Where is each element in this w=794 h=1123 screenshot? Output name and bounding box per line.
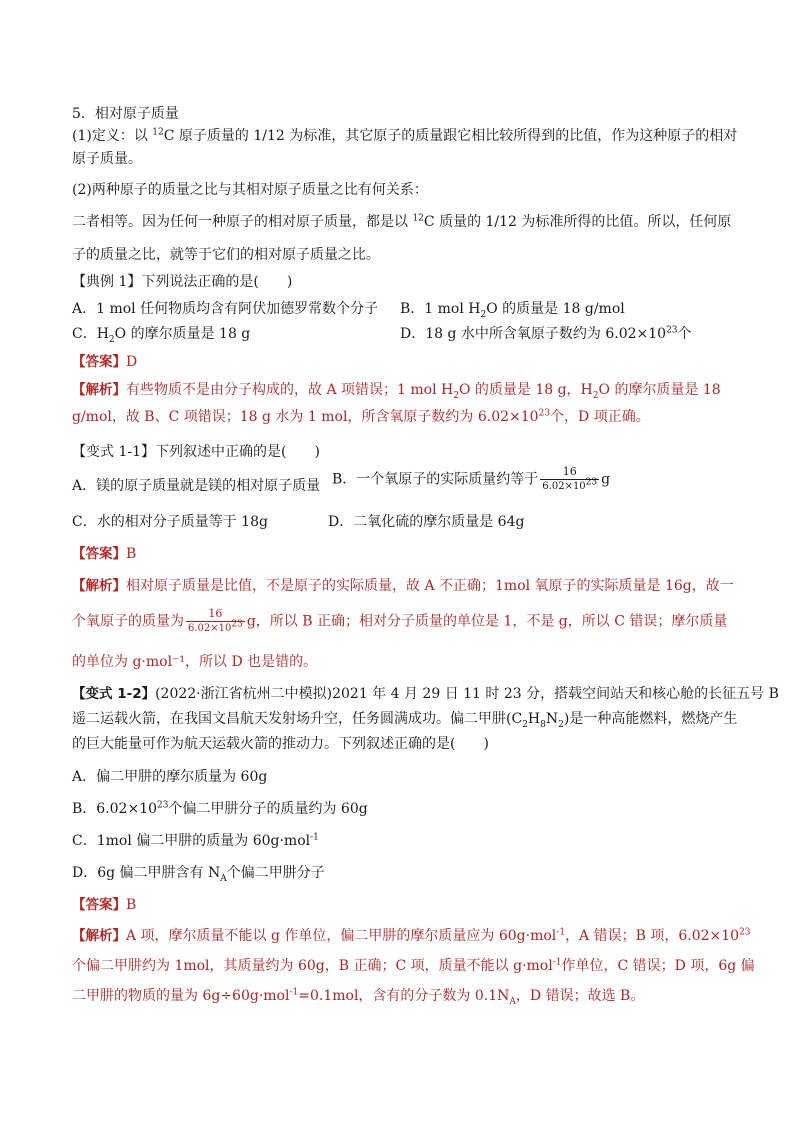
example-1-analysis-line-1: 【解析】有些物质不是由分子构成的，故 A 项错误；1 mol $H_2O$ 的质量是 18 g，$H_2O$ 的摩尔质量是 18 (72, 382, 721, 401)
example-1-option-c: C．$H_2O$ 的摩尔质量是 18 g (72, 326, 251, 345)
example-1-option-b: B．1 mol $H_2O$ 的质量是 18 g/mol (400, 301, 625, 320)
example-1-analysis-line-2: g/mol，故 B、C 项错误；18 g 水为 1 mol，所含氧原子数约为 $6.02\times 10^{23}$个，D 项正确。 (72, 408, 650, 425)
variant-1-2-option-c: C．1mol 偏二甲肼的质量为 60g·mol$^{-1}$ (72, 832, 319, 849)
variant-1-1-analysis-line-3: 的单位为 g·mol⁻¹，所以 D 也是错的。 (72, 654, 318, 670)
example-1-option-a: A．1 mol 任何物质均含有阿伏加德罗常数个分子 (72, 301, 379, 317)
variant-1-2-title-line-1: 【变式 1-2】(2022·浙江省杭州二中模拟)2021 年 4 月 29 日 11 时 23 分，搭载空间站天和核心舱的长征五号 B (72, 686, 779, 702)
variant-1-1-option-c: C．水的相对分子质量等于 18g (72, 514, 268, 530)
variant-1-2-analysis-line-2: 个偏二甲肼约为 1mol，其质量约为 60g，B 正确；C 项，质量不能以 g·mol$^{-1}$作单位，C 错误；D 项，6g 偏 (72, 957, 755, 974)
variant-1-1-answer: 【答案】B (72, 546, 137, 562)
definition-line-1: (1)定义：以 $^{12}$C 原子质量的 1/12 为标准，其它原子的质量跟它相比较所得到的比值，作为这种原子的相对 (72, 127, 738, 144)
variant-1-2-answer: 【答案】B (72, 897, 137, 913)
definition-line-2: 原子质量。 (72, 151, 142, 167)
question-2: (2)两种原子的质量之比与其相对原子质量之比有何关系： (72, 182, 428, 198)
variant-1-1-analysis-line-2: 个氧原子的质量为 $\frac{16}{6.02\times 10^{23}}$ g，所以 B 正确；相对分子质量的单位是 1，不是 g，所以 C 错误；摩尔质量 (72, 607, 728, 634)
variant-1-2-option-b: B．$6.02\times 10^{23}$个偏二甲肼分子的质量约为 60g (72, 800, 368, 817)
example-1-answer: 【答案】D (72, 354, 138, 370)
variant-1-1-option-a: A．镁的原子质量就是镁的相对原子质量 (72, 478, 321, 494)
section-title: 5．相对原子质量 (72, 106, 179, 122)
mass-fraction-analysis: $\frac{16}{6.02\times 10^{23}}$ (188, 607, 243, 634)
example-1-title: 【典例 1】下列说法正确的是( ) (72, 274, 293, 290)
variant-1-2-title-line-3: 的巨大能量可作为航天运载火箭的推动力。下列叙述正确的是( ) (72, 736, 489, 752)
variant-1-2-option-a: A．偏二甲肼的摩尔质量为 60g (72, 769, 268, 785)
variant-1-1-option-b: B．一个氧原子的实际质量约等于 $\frac{16}{6.02\times 10^{23}}$ g (332, 465, 611, 492)
variant-1-2-analysis-line-1: 【解析】A 项，摩尔质量不能以 g 作单位，偏二甲肼的摩尔质量应为 60g·mol$^{-1}$，A 错误；B 项，$6.02\times 10^{23}$ (72, 927, 751, 944)
variant-1-2-title-line-2: 遥二运载火箭，在我国文昌航天发射场升空，任务圆满成功。偏二甲肼$(C_2H_8N_2)$是一种高能燃料，燃烧产生 (72, 711, 738, 730)
variant-1-1-option-d: D．二氧化硫的摩尔质量是 64g (328, 514, 525, 530)
answer-line-2: 子的质量之比，就等于它们的相对原子质量之比。 (72, 247, 380, 263)
mass-fraction: $\frac{16}{6.02\times 10^{23}}$ (542, 465, 598, 492)
variant-1-2-option-d: D．6g 偏二甲肼含有 $N_A$个偏二甲肼分子 (72, 865, 325, 884)
example-1-option-d: D．18 g 水中所含氧原子数约为 $6.02\times 10^{23}$个 (400, 325, 692, 342)
variant-1-2-analysis-line-3: 二甲肼的物质的量为 6g÷60g·mol$^{-1}$=0.1mol，含有的分子数为 $0.1N_A$，D 错误；故选 B。 (72, 987, 645, 1007)
variant-1-1-title: 【变式 1-1】下列叙述中正确的是( ) (72, 444, 320, 460)
variant-1-1-analysis-line-1: 【解析】相对原子质量是比值，不是原子的实际质量，故 A 不正确；1mol 氧原子的实际质量是 16g，故一 (72, 578, 734, 594)
answer-line-1: 二者相等。因为任何一种原子的相对原子质量，都是以 $^{12}$C 质量的 1/12 为标准所得的比值。所以，任何原 (72, 213, 732, 230)
